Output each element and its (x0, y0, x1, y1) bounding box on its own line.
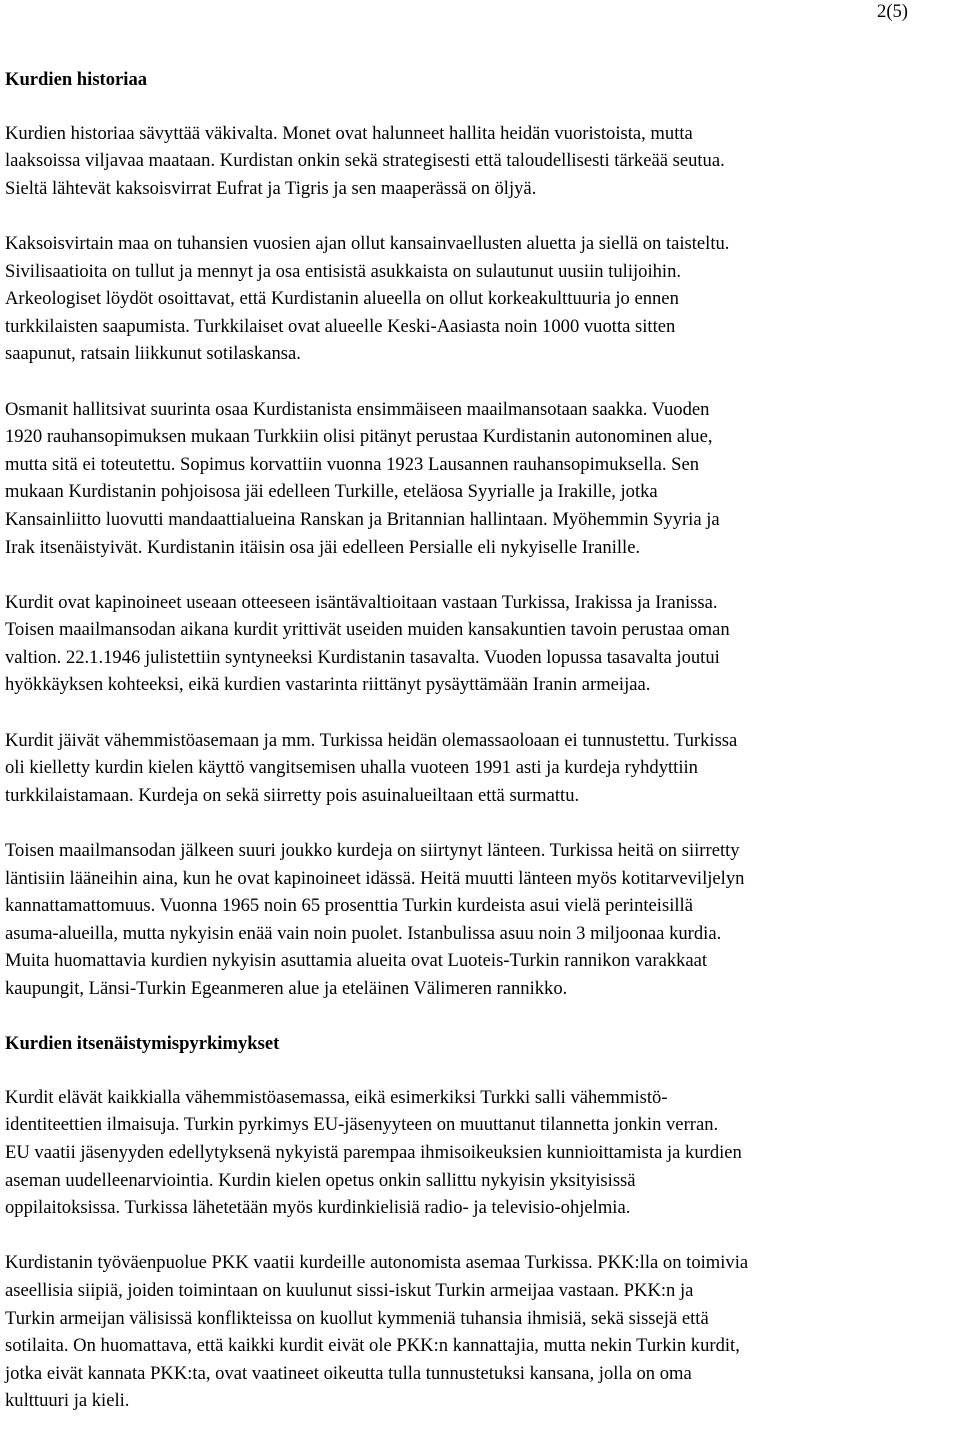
text-line: saapunut, ratsain liikkunut sotilaskansa. (5, 343, 301, 365)
text-line: Toisen maailmansodan aikana kurdit yrittivät useiden muiden kansakuntien tavoin perustaa oman (5, 619, 730, 641)
paragraph (5, 1249, 960, 1415)
paragraph (5, 837, 960, 1003)
text-line: aseellisia siipiä, joiden toimintaan on kuulunut sissi-iskut Turkin armeijaa vastaan. PKK:n ja (5, 1279, 694, 1301)
text-line: läntisiin lääneihin aina, kun he ovat kapinoineet idässä. Heitä muutti länteen myös kotitarveviljelyn (5, 867, 745, 889)
paragraph (5, 396, 960, 562)
text-line: mutta sitä ei toteutettu. Sopimus korvattiin vuonna 1923 Lausannen rauhansopimuksella. Sen (5, 453, 700, 475)
text-line: mukaan Kurdistanin pohjoisosa jäi edelleen Turkille, eteläosa Syyrialle ja Irakille, jotka (5, 481, 658, 503)
text-line: valtion. 22.1.1946 julistettiin syntyneeksi Kurdistanin tasavalta. Vuoden lopussa tasavalta joutui (5, 646, 720, 668)
text-line: Toisen maailmansodan jälkeen suuri joukko kurdeja on siirtynyt länteen. Turkissa heitä on siirretty (5, 840, 740, 862)
text-line: Sieltä lähtevät kaksoisvirrat Eufrat ja Tigris ja sen maaperässä on öljyä. (5, 177, 537, 199)
section-2 (5, 1030, 960, 1415)
text-line: sotilaita. On huomattava, että kaikki kurdit eivät ole PKK:n kannattajia, mutta nekin Turkin kurdit, (5, 1335, 740, 1357)
text-line: EU vaatii jäsenyyden edellytyksenä nykyistä parempaa ihmisoikeuksien kunnioittamista ja kurdien (5, 1141, 742, 1163)
text-line: Turkin armeijan välisissä konflikteissa on kuollut kymmeniä tuhansia ihmisiä, sekä sissejä että (5, 1307, 709, 1329)
text-line: Muita huomattavia kurdien nykyisin asuttamia alueita ovat Luoteis-Turkin rannikon varakkaat (5, 950, 708, 972)
text-line: Kurdien historiaa sävyttää väkivalta. Monet ovat halunneet hallita heidän vuoristoista, mutta (5, 122, 693, 144)
text-line: kulttuuri ja kieli. (5, 1390, 130, 1412)
text-line: Kurdit elävät kaikkialla vähemmistöasemassa, eikä esimerkiksi Turkki salli vähemmistö- (5, 1086, 668, 1108)
text-line: asuma-alueilla, mutta nykyisin enää vain noin puolet. Istanbulissa asuu noin 3 miljoonaa kurdia. (5, 922, 722, 944)
text-line: identiteettien ilmaisuja. Turkin pyrkimys EU-jäsenyyteen on muuttanut tilannetta jonkin verran. (5, 1114, 719, 1136)
text-line: oli kielletty kurdin kielen käyttö vangitsemisen uhalla vuoteen 1991 asti ja kurdeja ryhdyttiin (5, 757, 698, 779)
section-heading: Kurdien historiaa (5, 69, 148, 90)
text-line: kannattamattomuus. Vuonna 1965 noin 65 prosenttia Turkin kurdeista asui vielä perinteisillä (5, 895, 693, 917)
text-line: Sivilisaatioita on tullut ja mennyt ja osa entisistä asukkaista on sulautunut uusiin tulijoihin. (5, 260, 682, 282)
text-line: Irak itsenäistyivät. Kurdistanin itäisin osa jäi edelleen Persialle eli nykyiselle Iranille. (5, 536, 641, 558)
text-line: Arkeologiset löydöt osoittavat, että Kurdistanin alueella on ollut korkeakulttuuria jo ennen (5, 288, 679, 310)
text-line: Kaksoisvirtain maa on tuhansien vuosien ajan ollut kansainvaellusten aluetta ja siellä on taisteltu. (5, 232, 730, 254)
text-line: Osmanit hallitsivat suurinta osaa Kurdistanista ensimmäiseen maailmansotaan saakka. Vuoden (5, 398, 710, 420)
text-line: Kurdit jäivät vähemmistöasemaan ja mm. Turkissa heidän olemassaoloaan ei tunnustettu. Turkissa (5, 729, 738, 751)
section-1 (5, 66, 960, 1003)
paragraph (5, 120, 960, 203)
text-line: laaksoissa viljavaa maataan. Kurdistan onkin sekä strategisesti että taloudellisesti tärkeää seutua. (5, 150, 725, 172)
page-number: 2(5) (877, 1, 908, 22)
text-line: jotka eivät kannata PKK:ta, ovat vaatineet oikeutta tulla tunnustetuksi kansana, jolla on oma (5, 1362, 692, 1384)
paragraph (5, 1084, 960, 1222)
text-line: turkkilaisten saapumista. Turkkilaiset ovat alueelle Keski-Aasiasta noin 1000 vuotta sitten (5, 315, 676, 337)
paragraph (5, 230, 960, 368)
text-line: Kurdit ovat kapinoineet useaan otteeseen isäntävaltioitaan vastaan Turkissa, Irakissa ja Iranissa. (5, 591, 718, 613)
text-line: oppilaitoksissa. Turkissa lähetetään myös kurdinkielisiä radio- ja televisio-ohjelmia. (5, 1197, 631, 1219)
paragraph (5, 727, 960, 810)
text-line: Kurdistanin työväenpuolue PKK vaatii kurdeille autonomista asemaa Turkissa. PKK:lla on toimivia (5, 1252, 749, 1274)
text-line: turkkilaistamaan. Kurdeja on sekä siirretty pois asuinalueiltaan että surmattu. (5, 784, 580, 806)
paragraph (5, 589, 960, 699)
section-heading: Kurdien itsenäistymispyrkimykset (5, 1033, 280, 1055)
text-line: hyökkäyksen kohteeksi, eikä kurdien vastarinta riittänyt pysäyttämään Iranin armeijaa. (5, 674, 651, 696)
text-line: 1920 rauhansopimuksen mukaan Turkkiin olisi pitänyt perustaa Kurdistanin autonominen alue, (5, 426, 713, 448)
text-line: kaupungit, Länsi-Turkin Egeanmeren alue ja eteläinen Välimeren rannikko. (5, 978, 568, 999)
text-line: Kansainliitto luovutti mandaattialueina Ranskan ja Britannian hallintaan. Myöhemmin Syyria ja (5, 508, 720, 530)
document-body (5, 66, 960, 1443)
text-line: aseman uudelleenarviointia. Kurdin kielen opetus onkin sallittu nykyisin yksityisissä (5, 1169, 636, 1191)
